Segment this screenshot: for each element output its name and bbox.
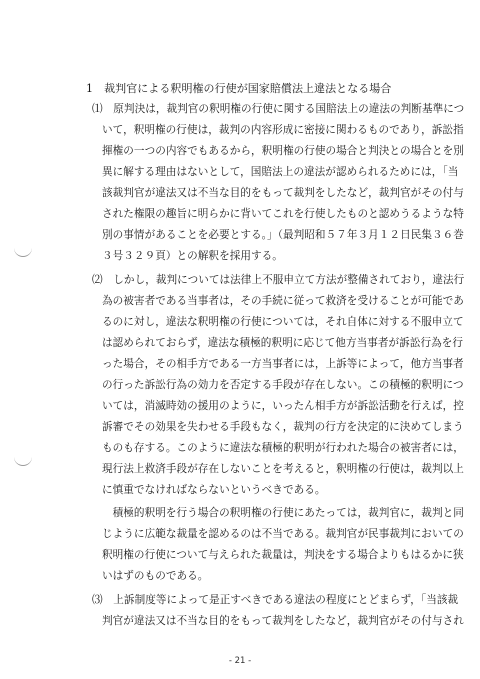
text-line: の行った訴訟行為の効力を否定する手段が存在しない。この積極的釈明につ <box>102 379 464 391</box>
text-line: ⑴ 原判決は，裁判官の釈明権の行使に関する国賠法上の違法の判断基準につ <box>92 103 465 115</box>
text-line: ⑵ しかし，裁判については法律上不服申立て方法が整備されており，違法行 <box>92 274 465 286</box>
text-line: された権限の趣旨に明らかに背いてこれを行使したものと認めうるような特 <box>102 208 464 220</box>
text-line: ３号３２９頁）との解釈を採用する。 <box>102 250 283 262</box>
text-line: るのに対し，違法な釈明権の行使については，それ自体に対する不服申立て <box>102 316 464 328</box>
text-line: は認められておらず，違法な積極的釈明に応じて他方当事者が訴訟行為を行 <box>102 337 464 349</box>
text-line: ⑶ 上訴制度等によって是正すべきである違法の程度にとどまらず，「当該裁 <box>92 594 459 606</box>
section-heading: 1 裁判官による釈明権の行使が国家賠償法上違法となる場合 <box>86 82 392 95</box>
text-line: じように広範な裁量を認めるのは不当である。裁判官が民事裁判においての <box>102 528 464 540</box>
text-line: 釈明権の行使について与えられた裁量は，判決をする場合よりもはるかに狭 <box>102 549 464 561</box>
page-number: - 21 - <box>228 656 252 666</box>
text-line: に慎重でなければならないというべきである。 <box>102 484 326 496</box>
text-line: 揮権の一つの内容でもあるから，釈明権の行使の場合と判決との場合とを別 <box>102 145 464 157</box>
binder-hole-mark <box>14 455 32 466</box>
text-line: 判官が違法又は不当な目的をもって裁判をしたなど，裁判官がその付与され <box>102 615 464 627</box>
text-line: 積極的釈明を行う場合の釈明権の行使にあたっては，裁判官に，裁判と同 <box>102 507 464 519</box>
text-line: 現行法上救済手段が存在しないことを考えると，釈明権の行使は，裁判以上 <box>102 463 464 475</box>
text-line: いはずのものである。 <box>102 570 209 582</box>
text-line: 該裁判官が違法又は不当な目的をもって裁判をしたなど，裁判官がその付与 <box>102 187 464 199</box>
text-line: 為の被害者である当事者は，その手続に従って救済を受けることが可能であ <box>102 295 464 307</box>
text-line: いては，消滅時効の援用のように，いったん相手方が訴訟活動を行えば，控 <box>102 400 464 412</box>
text-line: いて，釈明権の行使は，裁判の内容形成に密接に関わるものであり，訴訟指 <box>102 124 464 136</box>
text-line: ものも存する。このように違法な積極的釈明が行われた場合の被害者には， <box>102 442 464 454</box>
text-line: 訴審でその効果を失わせる手段もなく，裁判の行方を決定的に決めてしまう <box>102 421 464 433</box>
binder-hole-mark <box>14 246 32 257</box>
text-line: った場合，その相手方である一方当事者には，上訴等によって，他方当事者 <box>102 358 464 370</box>
text-line: 別の事情があることを必要とする。」（最判昭和５７年３月１２日民集３６巻 <box>102 229 464 241</box>
text-line: 異に解する理由はないとして，国賠法上の違法が認められるためには，「当 <box>102 166 459 178</box>
